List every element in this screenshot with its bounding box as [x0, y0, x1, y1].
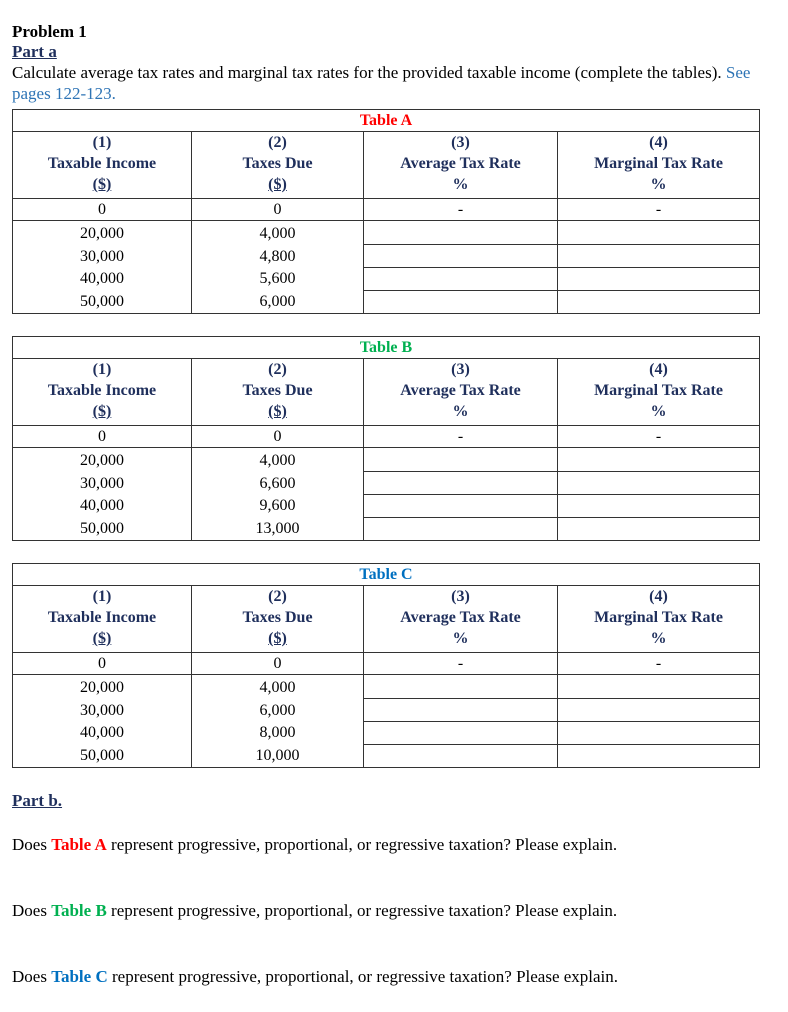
instructions-text: Calculate average tax rates and marginal tax rates for the provided taxable income (complete the tables). — [12, 63, 722, 82]
table-c — [12, 563, 760, 768]
instructions — [12, 62, 760, 104]
col-header-taxes: (2) Taxes Due ($) — [192, 359, 364, 426]
table-row — [13, 653, 760, 675]
avg-rate-cell: - — [364, 426, 558, 448]
income-cell: 0 — [13, 653, 192, 675]
table-row — [13, 221, 760, 314]
col-header-marginal-rate: (4) Marginal Tax Rate % — [558, 359, 760, 426]
avg-rate-answer-cells[interactable] — [364, 221, 558, 314]
col-header-taxes: (2) Taxes Due ($) — [192, 586, 364, 653]
col-header-income: (1) Taxable Income ($) — [13, 359, 192, 426]
avg-rate-cell: - — [364, 199, 558, 221]
question-c: Does Table C represent progressive, proportional, or regressive taxation? Please explain. — [12, 967, 619, 986]
table-title: Table A — [13, 110, 760, 132]
income-cell: 20,000 30,000 40,000 50,000 — [13, 221, 192, 314]
income-cell: 20,000 30,000 40,000 50,000 — [13, 448, 192, 541]
taxes-cell: 4,000 6,000 8,000 10,000 — [192, 675, 364, 768]
taxes-cell: 4,000 4,800 5,600 6,000 — [192, 221, 364, 314]
table-row — [13, 448, 760, 541]
col-header-avg-rate: (3) Average Tax Rate % — [364, 132, 558, 199]
part-b-label: Part b. — [12, 791, 63, 810]
col-header-income: (1) Taxable Income ($) — [13, 132, 192, 199]
part-a-label: Part a — [12, 42, 57, 61]
taxes-cell: 4,000 6,600 9,600 13,000 — [192, 448, 364, 541]
marginal-rate-answer-cells[interactable] — [558, 448, 760, 541]
col-header-avg-rate: (3) Average Tax Rate % — [364, 359, 558, 426]
table-b-ref: Table B — [51, 901, 107, 920]
table-c-ref: Table C — [51, 967, 108, 986]
question-b: Does Table B represent progressive, proportional, or regressive taxation? Please explain. — [12, 901, 618, 920]
col-header-taxes: (2) Taxes Due ($) — [192, 132, 364, 199]
col-header-marginal-rate: (4) Marginal Tax Rate % — [558, 586, 760, 653]
table-row — [13, 199, 760, 221]
avg-rate-answer-cells[interactable] — [364, 675, 558, 768]
question-a: Does Table A represent progressive, proportional, or regressive taxation? Please explain. — [12, 835, 618, 854]
table-row — [13, 675, 760, 768]
marginal-rate-cell: - — [558, 199, 760, 221]
income-cell: 0 — [13, 426, 192, 448]
problem-header — [12, 22, 760, 104]
marginal-rate-answer-cells[interactable] — [558, 221, 760, 314]
taxes-cell: 0 — [192, 653, 364, 675]
table-row — [13, 426, 760, 448]
see-pages-link[interactable]: See pages 122-123. — [12, 63, 751, 103]
marginal-rate-cell: - — [558, 426, 760, 448]
marginal-rate-answer-cells[interactable] — [558, 675, 760, 768]
table-b — [12, 336, 760, 541]
avg-rate-answer-cells[interactable] — [364, 448, 558, 541]
col-header-marginal-rate: (4) Marginal Tax Rate % — [558, 132, 760, 199]
col-header-avg-rate: (3) Average Tax Rate % — [364, 586, 558, 653]
problem-title: Problem 1 — [12, 22, 87, 41]
taxes-cell: 0 — [192, 426, 364, 448]
table-title: Table B — [13, 337, 760, 359]
table-title: Table C — [13, 564, 760, 586]
table-a-ref: Table A — [51, 835, 107, 854]
income-cell: 0 — [13, 199, 192, 221]
taxes-cell: 0 — [192, 199, 364, 221]
avg-rate-cell: - — [364, 653, 558, 675]
table-a — [12, 109, 760, 314]
income-cell: 20,000 30,000 40,000 50,000 — [13, 675, 192, 768]
marginal-rate-cell: - — [558, 653, 760, 675]
col-header-income: (1) Taxable Income ($) — [13, 586, 192, 653]
